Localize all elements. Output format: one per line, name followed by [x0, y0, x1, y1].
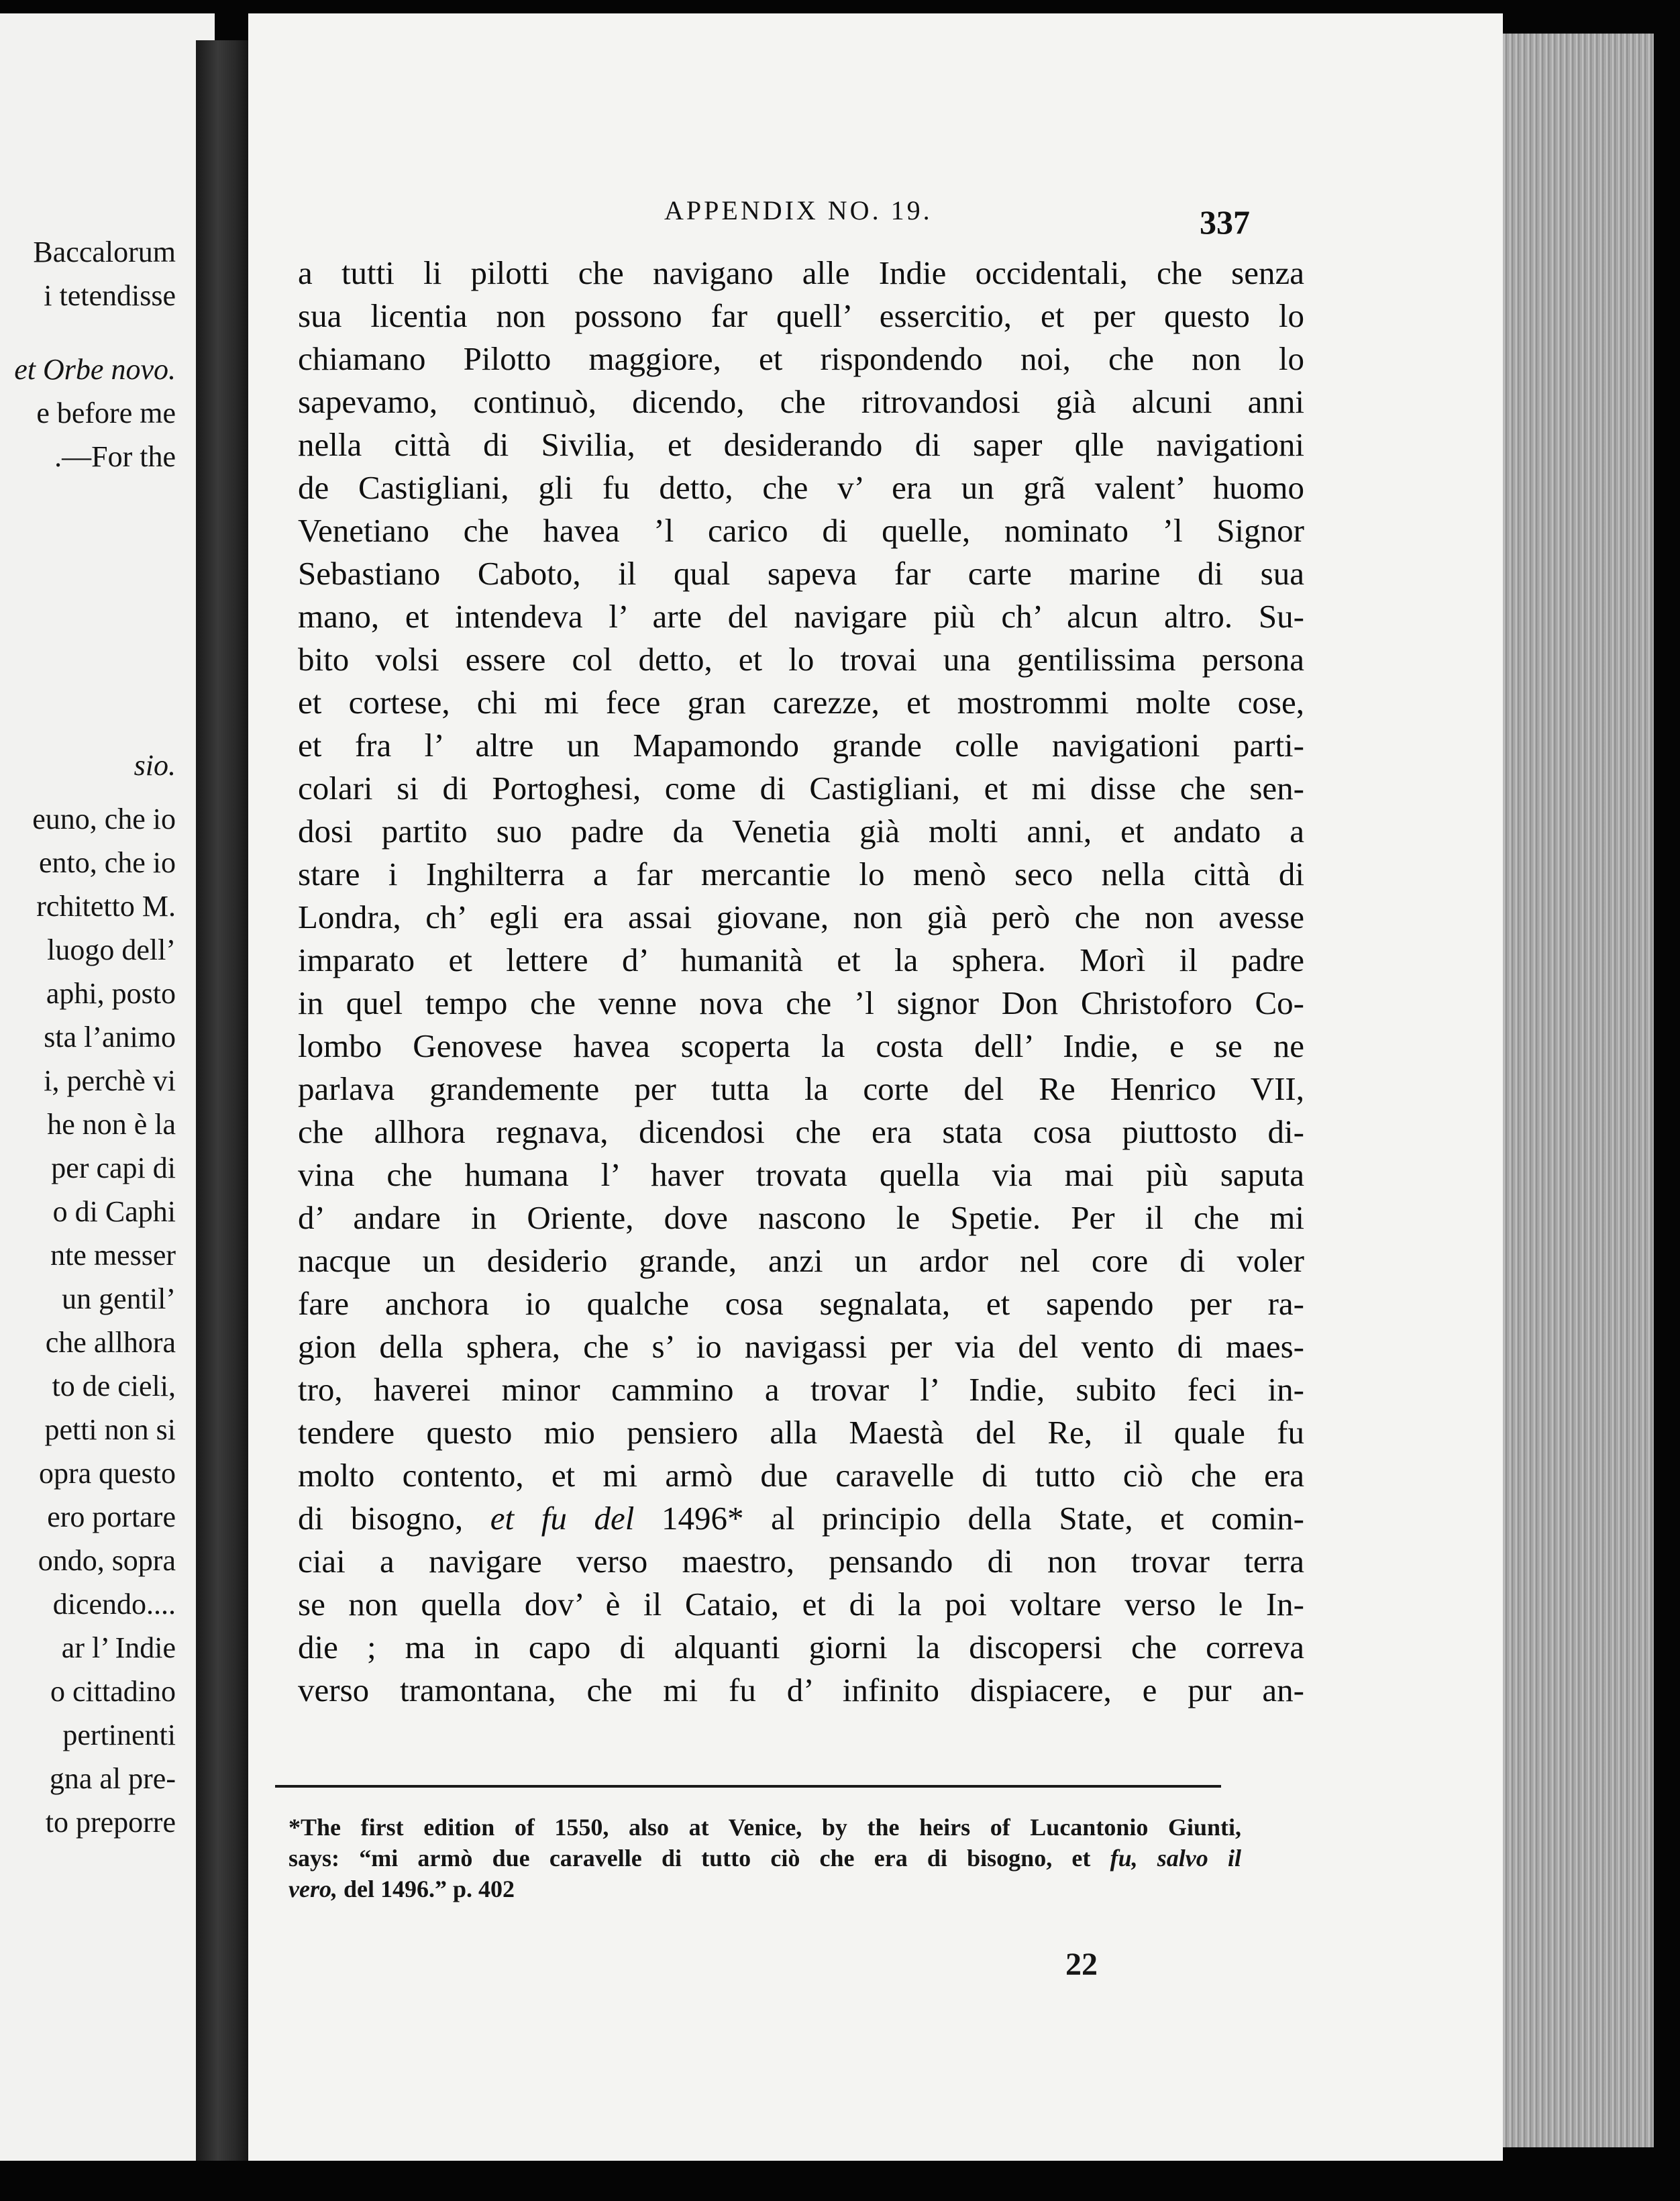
left-page-line: .—For the — [54, 440, 176, 473]
body-line: parlava grandemente per tutta la corte del Re Henrico VII, — [298, 1070, 1304, 1107]
left-page-line: e before me — [36, 397, 176, 429]
body-line: sua licentia non possono far quell’ essercitio, et per questo lo — [298, 297, 1304, 334]
body-line: vina che humana l’ haver trovata quella via mai più saputa — [298, 1156, 1304, 1193]
body-line: stare i Inghilterra a far mercantie lo menò seco nella città di — [298, 856, 1304, 892]
body-text — [298, 252, 1304, 1712]
left-page-line: aphi, posto — [46, 977, 176, 1010]
running-head: APPENDIX NO. 19. — [664, 195, 933, 225]
body-line: che allhora regnava, dicendosi che era stata cosa piuttosto di- — [298, 1113, 1304, 1150]
body-line: fare anchora io qualche cosa segnalata, et sapendo per ra- — [298, 1285, 1304, 1322]
body-line: die ; ma in capo di alquanti giorni la discopersi che correva — [298, 1629, 1304, 1666]
body-line: Venetiano che havea ’l carico di quelle, nominato ’l Signor — [298, 512, 1304, 549]
body-line: bito volsi essere col detto, et lo trovai una gentilissima persona — [298, 641, 1304, 678]
footnote-line: *The first edition of 1550, also at Venice, by the heirs of Lucantonio Giunti, — [288, 1814, 1241, 1841]
left-page-line: opra questo — [38, 1457, 176, 1490]
left-page-line: ento, che io — [38, 846, 176, 879]
book-gutter — [196, 40, 251, 2161]
body-line: et cortese, chi mi fece gran carezze, et mostrommi molte cose, — [298, 684, 1304, 721]
body-line: mano, et intendeva l’ arte del navigare più ch’ alcun altro. Su- — [298, 598, 1304, 635]
body-line: ciai a navigare verso maestro, pensando di non trovar terra — [298, 1543, 1304, 1580]
body-line: in quel tempo che venne nova che ’l signor Don Christoforo Co- — [298, 984, 1304, 1021]
left-page-line: to de cieli, — [52, 1370, 176, 1402]
left-page-line: Baccalorum — [33, 236, 176, 268]
left-page-line: rchitetto M. — [36, 890, 176, 923]
left-page-line: un gentil’ — [62, 1282, 176, 1315]
body-line: tendere questo mio pensiero alla Maestà del Re, il quale fu — [298, 1414, 1304, 1451]
body-line: se non quella dov’ è il Cataio, et di la poi voltare verso le In- — [298, 1586, 1304, 1623]
left-page-line: i, perchè vi — [44, 1064, 176, 1097]
page-fore-edge — [1496, 34, 1654, 2147]
body-line: a tutti li pilotti che navigano alle Indie occidentali, che senza — [298, 254, 1304, 291]
body-line: lombo Genovese havea scoperta la costa dell’ Indie, e se ne — [298, 1027, 1304, 1064]
left-page-line: petti non si — [44, 1413, 176, 1446]
body-line: Sebastiano Caboto, il qual sapeva far carte marine di sua — [298, 555, 1304, 592]
left-page-line: he non è la — [47, 1108, 176, 1141]
left-page-line: che allhora — [45, 1326, 176, 1359]
left-page-line: to preporre — [45, 1806, 176, 1839]
footnote — [288, 1812, 1241, 1904]
body-line: et fra l’ altre un Mapamondo grande colle navigationi parti- — [298, 727, 1304, 764]
left-page-line: nte messer — [50, 1239, 176, 1272]
body-line: chiamano Pilotto maggiore, et rispondendo noi, che non lo — [298, 340, 1304, 377]
left-page-line: dicendo.... — [52, 1588, 176, 1621]
body-line: imparato et lettere d’ humanità et la sphera. Morì il padre — [298, 941, 1304, 978]
footnote-line: says: “mi armò due caravelle di tutto ciò che era di bisogno, et fu, salvo il — [288, 1845, 1241, 1872]
right-page — [248, 13, 1503, 2161]
body-line: sapevamo, continuò, dicendo, che ritrovandosi già alcuni anni — [298, 383, 1304, 420]
body-line: di bisogno, et fu del 1496* al principio della State, et comin- — [298, 1500, 1304, 1537]
signature-mark: 22 — [1065, 1947, 1098, 1982]
footnote-rule — [275, 1785, 1221, 1788]
left-facing-page — [0, 13, 215, 2161]
body-line: de Castigliani, gli fu detto, che v’ era un grã valent’ huomo — [298, 469, 1304, 506]
left-page-line: ar l’ Indie — [61, 1631, 176, 1664]
body-line: dosi partito suo padre da Venetia già molti anni, et andato a — [298, 813, 1304, 850]
left-page-line: sta l’animo — [44, 1021, 176, 1054]
left-page-line: luogo dell’ — [47, 933, 176, 966]
left-page-line: sio. — [134, 749, 176, 782]
body-line: gion della sphera, che s’ io navigassi per via del vento di maes- — [298, 1328, 1304, 1365]
body-line: nacque un desiderio grande, anzi un ardor nel core di voler — [298, 1242, 1304, 1279]
body-line: colari si di Portoghesi, come di Castigliani, et mi disse che sen- — [298, 770, 1304, 807]
left-page-line: ero portare — [47, 1500, 176, 1533]
left-page-line: et Orbe novo. — [14, 353, 176, 386]
left-page-line: o di Caphi — [52, 1195, 176, 1228]
body-line: molto contento, et mi armò due caravelle di tutto ciò che era — [298, 1457, 1304, 1494]
page-number: 337 — [1200, 203, 1250, 241]
body-line: d’ andare in Oriente, dove nascono le Spetie. Per il che mi — [298, 1199, 1304, 1236]
footnote-line: vero, del 1496.” p. 402 — [288, 1876, 515, 1902]
left-page-line: euno, che io — [32, 803, 176, 835]
left-page-line: per capi di — [51, 1151, 176, 1184]
left-page-line: gna al pre- — [49, 1762, 176, 1795]
body-line: verso tramontana, che mi fu d’ infinito dispiacere, e pur an- — [298, 1672, 1304, 1708]
left-page-line: o cittadino — [50, 1675, 176, 1708]
body-line: tro, haverei minor cammino a trovar l’ Indie, subito feci in- — [298, 1371, 1304, 1408]
body-line: nella città di Sivilia, et desiderando di saper qlle navigationi — [298, 426, 1304, 463]
body-line: Londra, ch’ egli era assai giovane, non già però che non avesse — [298, 899, 1304, 935]
left-page-line: pertinenti — [62, 1719, 176, 1751]
left-page-line: i tetendisse — [44, 279, 176, 312]
left-page-line: ondo, sopra — [38, 1544, 176, 1577]
